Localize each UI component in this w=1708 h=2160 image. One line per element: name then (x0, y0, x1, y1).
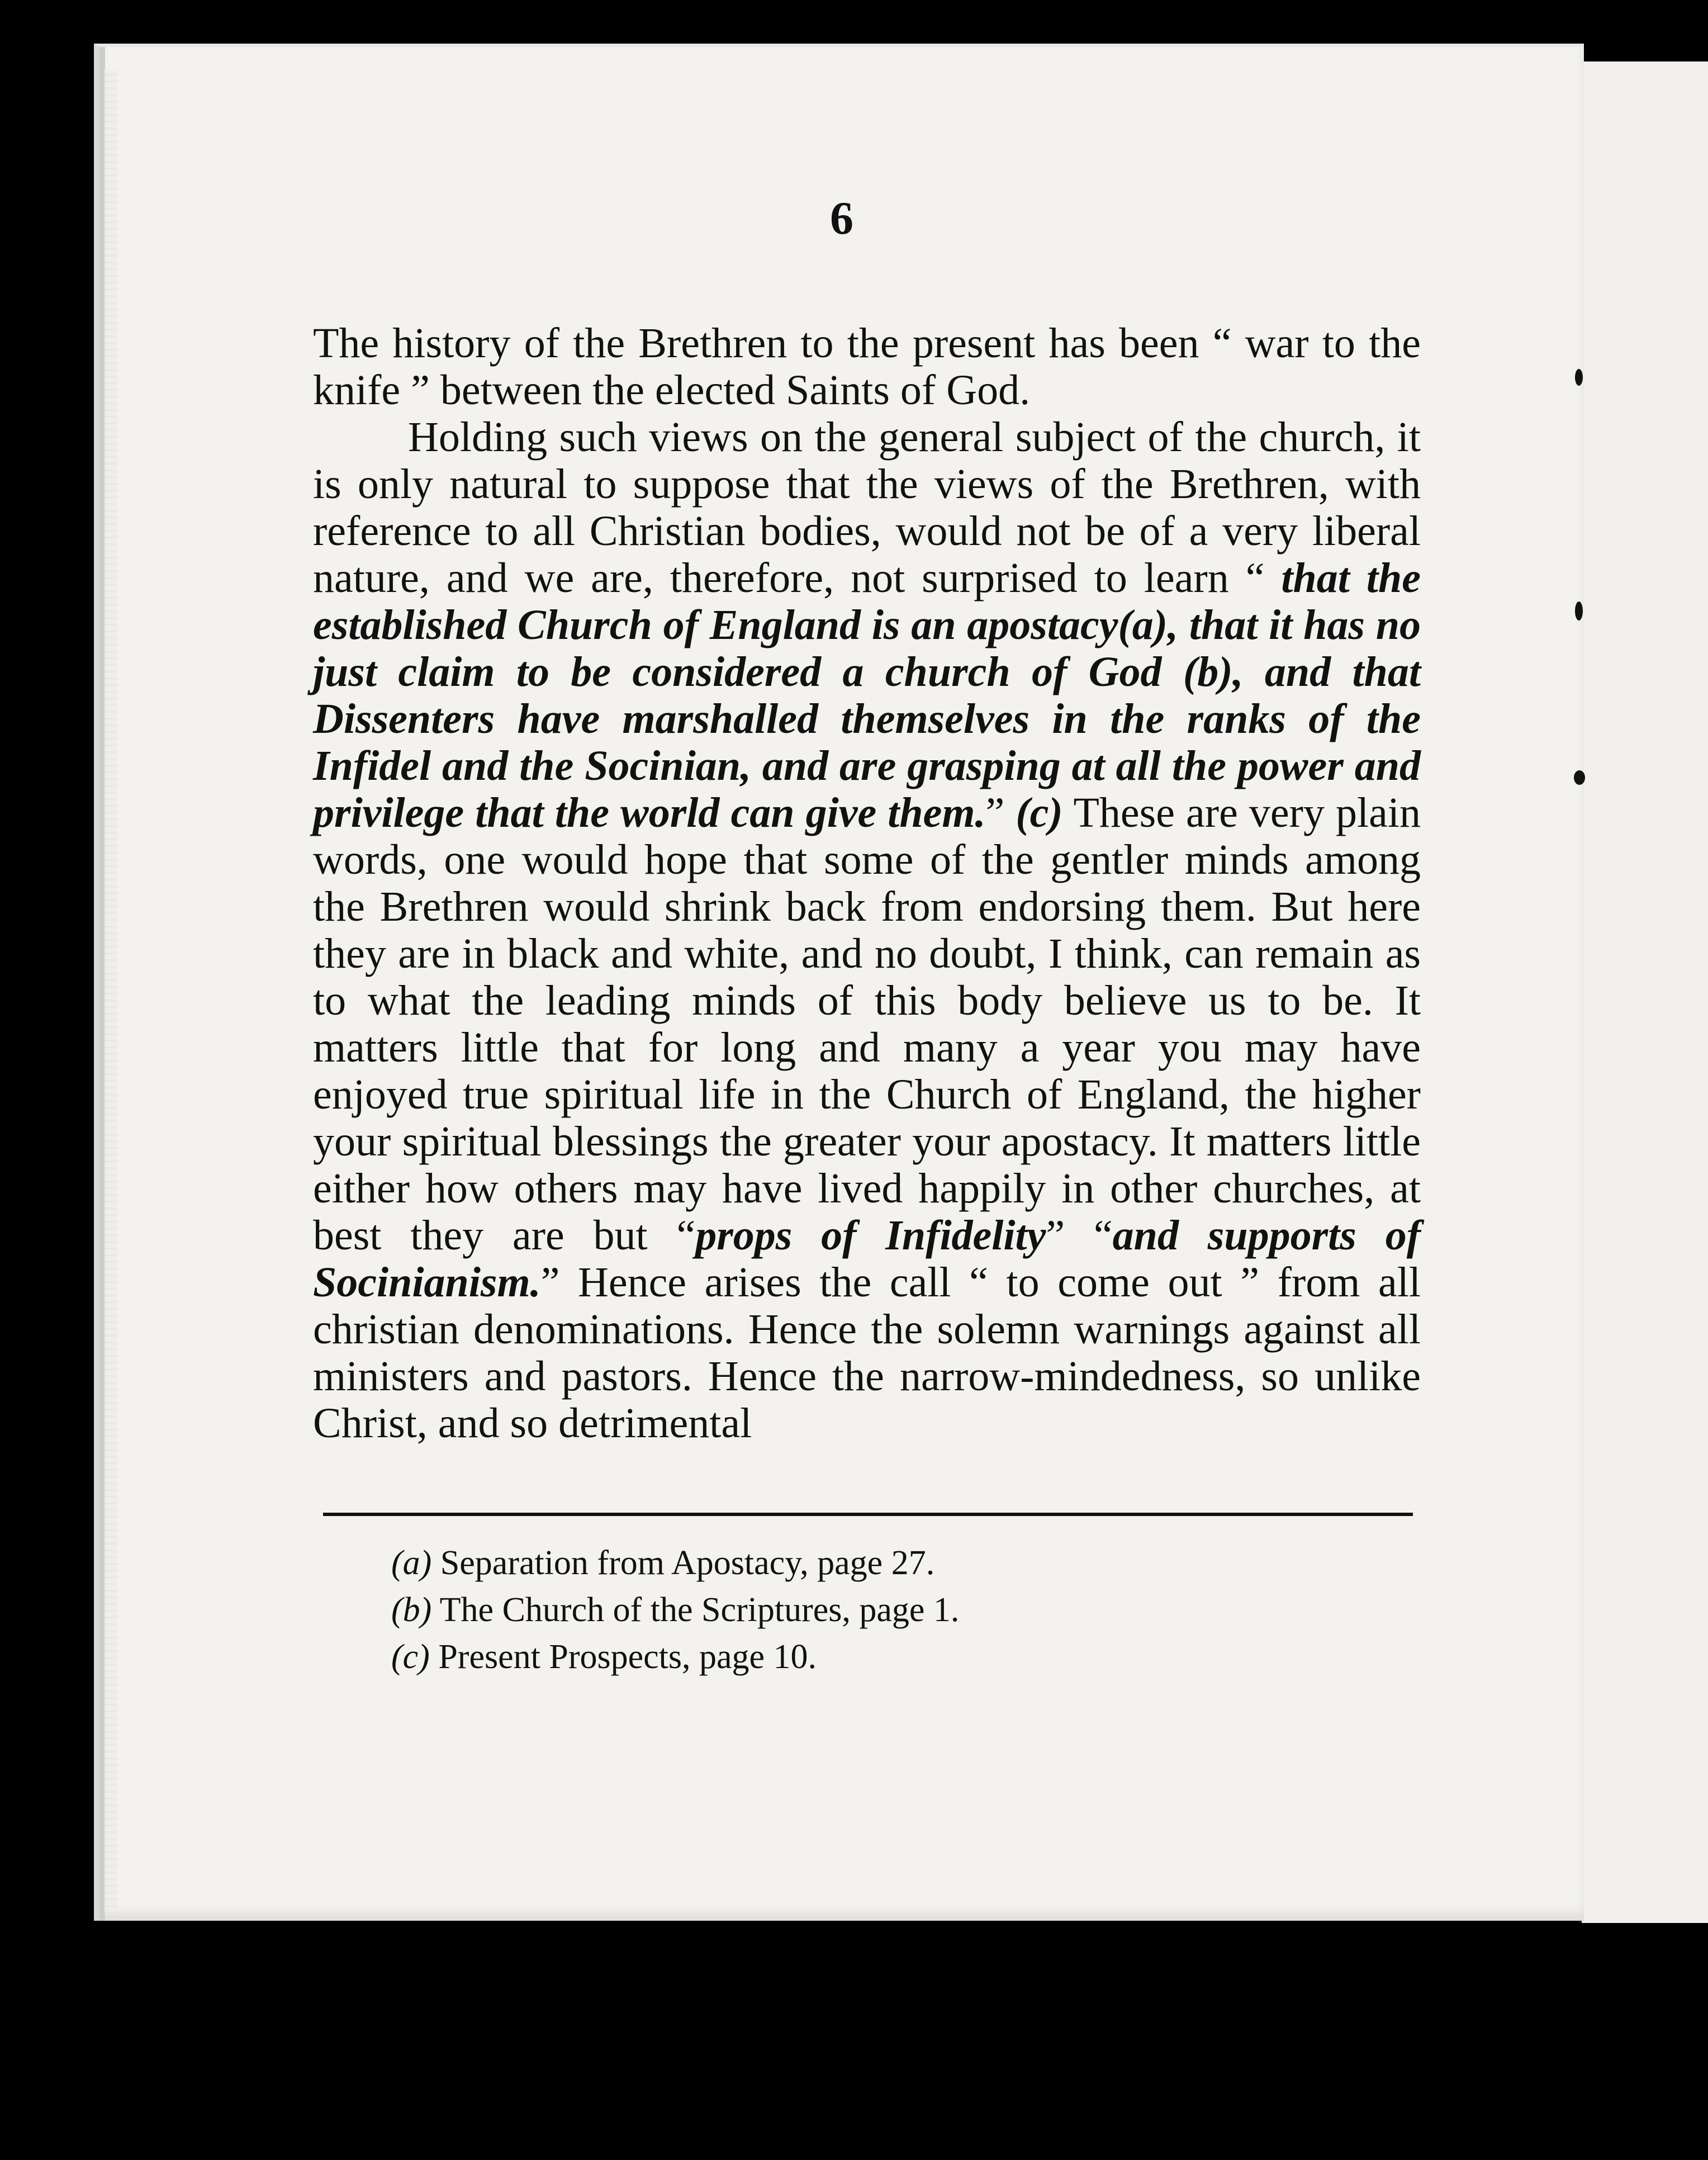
footnotes (391, 1540, 1341, 1680)
adjacent-page-edge (1578, 61, 1708, 1923)
quote-church-of-england: that the established Church of England is an apostacy (313, 555, 1421, 648)
scan-speck (1575, 601, 1583, 620)
footnote-c (391, 1633, 1341, 1680)
quote-props-of-infidelity: props of Infidelity (695, 1212, 1046, 1259)
footnote-a (391, 1540, 1341, 1586)
footnote-ref-b: (b) (1183, 648, 1233, 695)
paragraph-1: The history of the Brethren to the present has been “ war to the knife ” between the elected Saints of God. (313, 320, 1421, 414)
body-text (313, 320, 1421, 1447)
paragraph-2 (313, 414, 1421, 1447)
footnote-divider (323, 1513, 1413, 1516)
scan-speck (1575, 369, 1583, 386)
footnote-text: The Church of the Scriptures, page 1. (431, 1591, 960, 1629)
footnote-mark: (c) (391, 1638, 430, 1676)
footnote-ref-a: (a) (1118, 601, 1168, 648)
paragraph-2-text-a: Holding such views on the general subject of the church, it is only natural to suppose that the views of the Brethren, with reference to all Christian bodies, would not be of a very liberal nature, and we are, therefore, not surprised to learn “ (313, 414, 1421, 601)
footnote-text: Present Prospects, page 10. (429, 1638, 817, 1676)
footnote-ref-c: (c) (1016, 789, 1063, 836)
scan-speck (1574, 770, 1585, 785)
footnote-mark: (b) (391, 1591, 432, 1629)
footnote-mark: (a) (391, 1544, 432, 1582)
footnote-b (391, 1586, 1341, 1633)
page-number: 6 (830, 192, 853, 244)
quote-dissenters: , and that Dissenters have marshalled themselves in the ranks of the Infidel and the Socinian, and are grasping at all the power and privilege that the world can give them. (313, 648, 1421, 836)
paragraph-2-text-d: ” “ (1046, 1212, 1113, 1259)
paragraph-2-text-b: ” (985, 789, 1016, 836)
quote-supports-of-socinianism: and supports of Socinianism. (313, 1212, 1421, 1306)
quote-no-just-claim: , that it has no just claim to be considered a church of God (313, 601, 1421, 695)
paragraph-2-text-e: ” Hence arises the call “ to come out ” from all christian denominations. Hence the solemn warnings against all ministers and pastors. Hence the narrow-mindedness, so unlike Christ, and so detrimental (313, 1259, 1421, 1447)
page-edge-shadow (104, 69, 117, 1914)
footnote-text: Separation from Apostacy, page 27. (431, 1544, 935, 1582)
paragraph-2-text-c: These are very plain words, one would hope that some of the gentler minds among the Brethren would shrink back from endorsing them. But here they are in black and white, and no doubt, I think, can remain as to what the leading minds of this body believe us to be. It matters little that for long and many a year you may have enjoyed true spiritual life in the Church of England, the higher your spiritual blessings the greater your apostacy. It matters little either how others may have lived happily in other churches, at best they are but “ (313, 789, 1421, 1259)
